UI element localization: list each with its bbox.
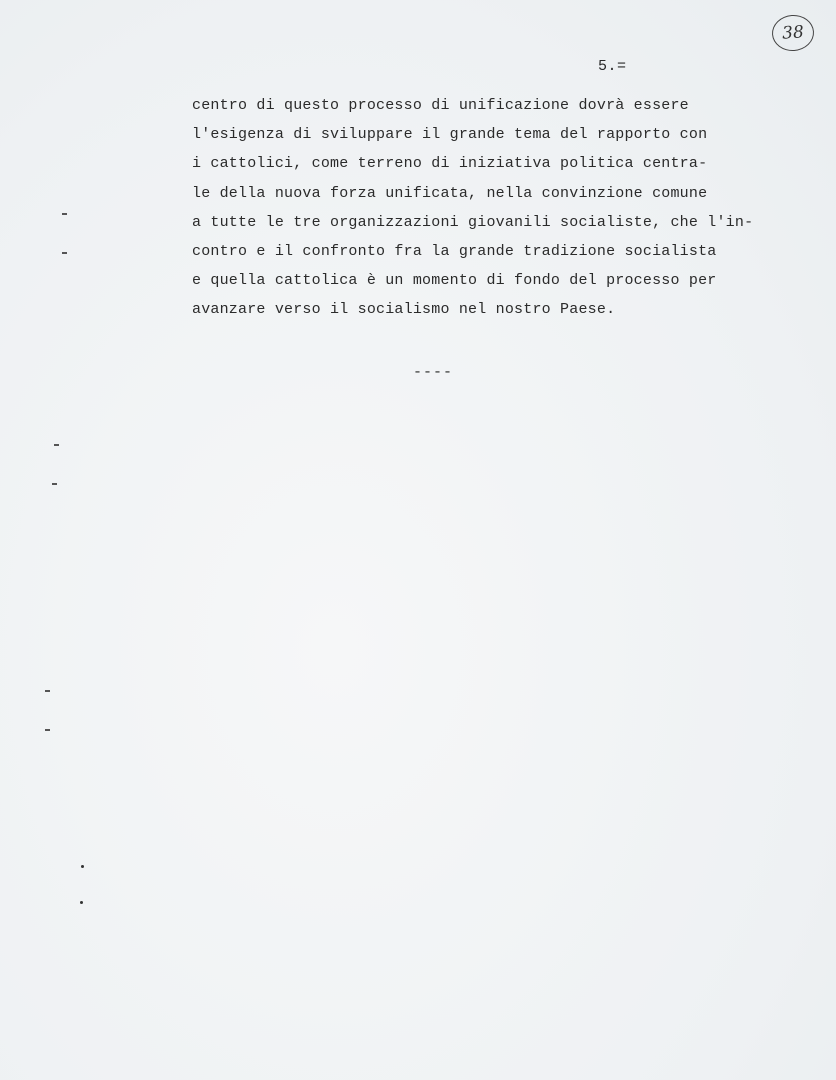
text-line: avanzare verso il socialismo nel nostro Paese. (192, 301, 616, 319)
text-line: contro e il confronto fra la grande tradizione socialista (192, 243, 717, 261)
text-line: l'esigenza di sviluppare il grande tema del rapporto con (192, 126, 708, 144)
text-line: i cattolici, come terreno di iniziativa politica centra- (192, 155, 708, 173)
text-line: a tutte le tre organizzazioni giovanili socialiste, che l'in- (192, 213, 754, 231)
text-line: centro di questo processo di unificazione dovrà essere (192, 97, 689, 114)
page-number: 5.= (598, 58, 627, 75)
margin-mark (62, 213, 67, 215)
text-line: le della nuova forza unificata, nella convinzione comune (192, 184, 708, 202)
body-paragraph (192, 91, 792, 325)
archive-number: 38 (781, 22, 805, 44)
margin-dot (80, 901, 83, 904)
archive-number-stamp (771, 14, 815, 53)
margin-mark (62, 252, 67, 254)
end-separator: ---- (413, 364, 454, 381)
margin-dot (81, 865, 84, 868)
margin-mark (54, 444, 59, 446)
margin-mark (52, 483, 57, 485)
margin-mark (45, 690, 50, 692)
margin-mark (45, 729, 50, 731)
text-line: e quella cattolica è un momento di fondo del processo per (192, 272, 717, 290)
